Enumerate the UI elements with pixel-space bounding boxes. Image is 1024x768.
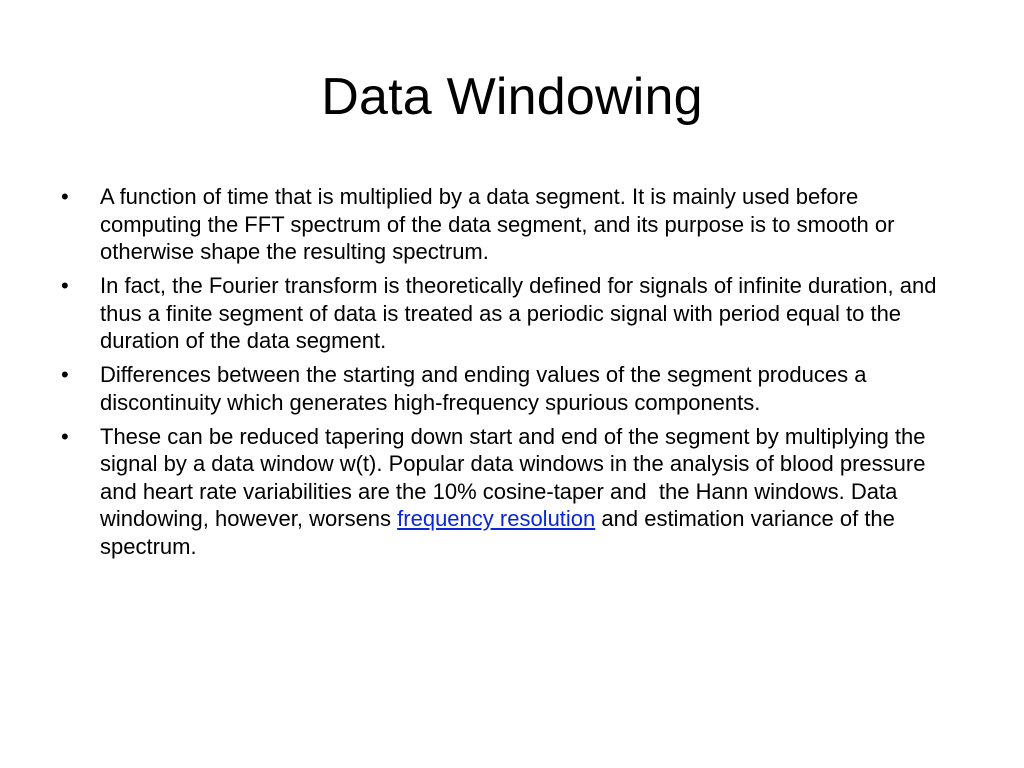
bullet-item-4 <box>60 423 960 561</box>
bullet-item-1 <box>60 183 960 266</box>
bullet-mark: • <box>61 184 69 209</box>
bullet-text-4-after-link: and estimation variance of the spectrum. <box>100 506 902 559</box>
bullet-text-2: In fact, the Fourier transform is theoretically defined for signals of infinite duration, and thus a finite segment of data is treated as a periodic signal with period equal to the duration of the data segment. <box>100 273 937 353</box>
bullet-mark: • <box>61 423 69 449</box>
bullet-list <box>60 183 960 567</box>
bullet-text-1: A function of time that is multiplied by a data segment. It is mainly used before computing the FFT spectrum of the data segment, and its purpose is to smooth or otherwise shape the resulting spectrum. <box>100 184 895 264</box>
bullet-mark: • <box>61 362 69 387</box>
frequency-resolution-link[interactable]: frequency resolution <box>397 506 596 531</box>
bullet-mark: • <box>61 273 69 298</box>
bullet-text-4-before-link: These can be reduced tapering down start and end of the segment by multiplying the signal by a data window w(t). Popular data windows in the analysis of blood pressure and heart rate variabilities are the 10% cosine-taper and the Hann windows. Data windowing, however, worsens <box>100 423 932 531</box>
bullet-item-3 <box>60 361 960 416</box>
bullet-item-2 <box>60 272 960 355</box>
bullet-text-3: Differences between the starting and ending values of the segment produces a discontinuity which generates high-frequency spurious components. <box>100 362 867 415</box>
slide-title: Data Windowing <box>321 68 703 126</box>
